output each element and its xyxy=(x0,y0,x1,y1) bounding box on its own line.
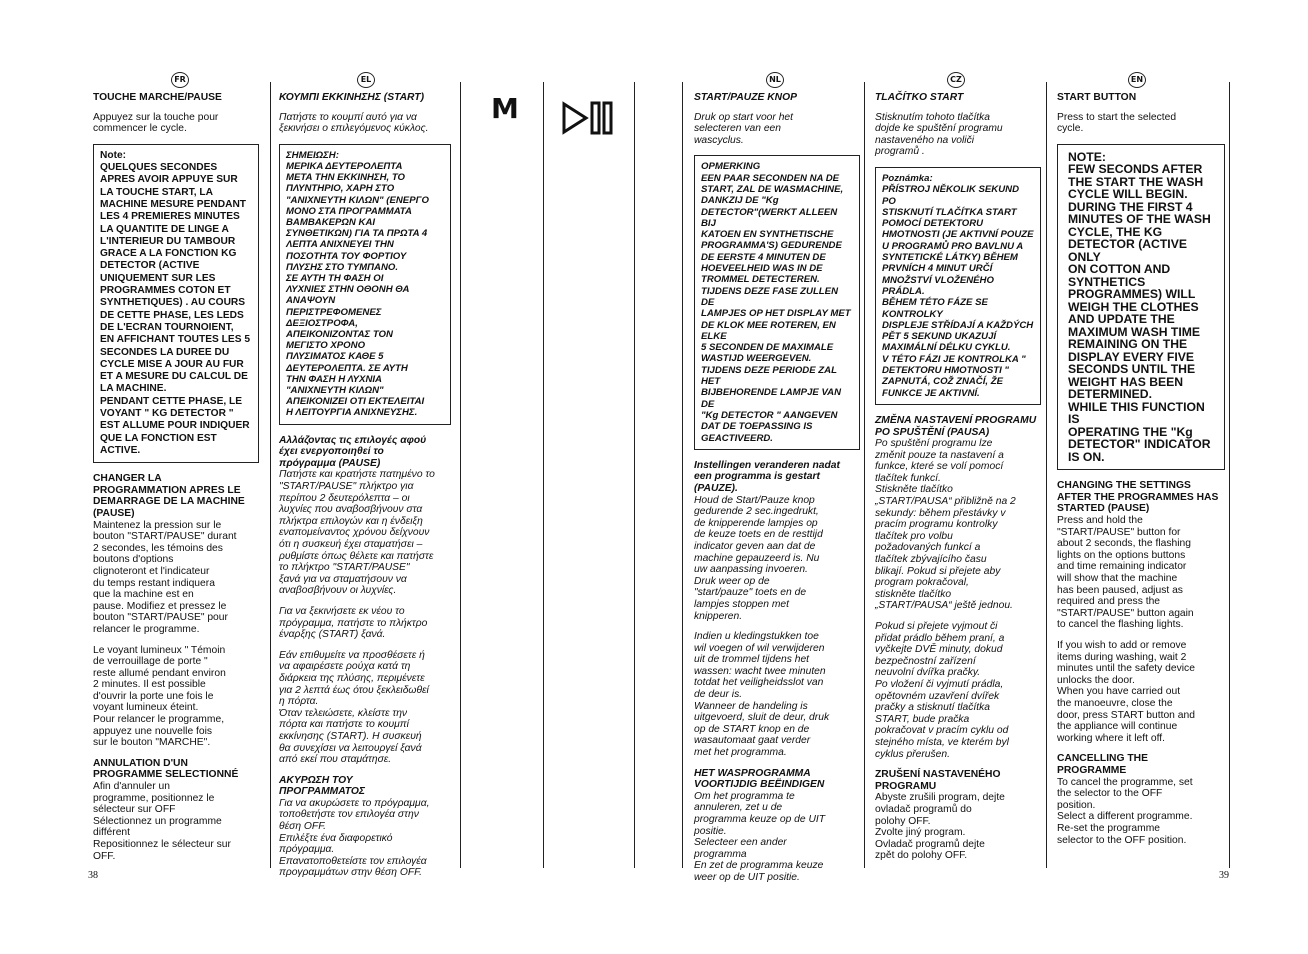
note-box: Note: QUELQUES SECONDES APRES AVOIR APPUYE SUR LA TOUCHE START, LA MACHINE MESURE PENDANT LES 4 PREMIERES MINUTES LA QUANTITE DE LINGE A L'INTERIEUR DU TAMBOUR GRACE A LA FONCTION KG DETECTOR (ACTIVE UNIQUEMENT SUR LES PROGRAMMES COTON ET SYNTHETIQUES) . AU COURS DE CETTE PHASE, LES LEDS DE L'ECRAN TOURNOIENT, EN AFFICHANT TOUTES LES 5 SECONDES LA DUREE DU CYCLE MISE A JOUR AU FUR ET A MESURE DU CALCUL DE LA MACHINE. PENDANT CETTE PHASE, LE VOYANT " KG DETECTOR " EST ALLUME POUR INDIQUER QUE LA FONCTION EST ACTIVE. xyxy=(93,144,259,463)
section-title: TOUCHE MARCHE/PAUSE xyxy=(93,92,222,103)
body-text: Maintenez la pression sur le bouton "START/PAUSE" durant 2 secondes, les témoins des boutons d'options clignoteront et l'indicateur du temps restant indiquera que la machine est en pause. Modifiez et pressez le bouton "START/PAUSE" pour relancer le programme. xyxy=(93,519,237,635)
intro-text: Appuyez sur la touche pour commencer le cycle. xyxy=(93,111,219,135)
body-text: Le voyant lumineux " Témoin de verrouillage de porte " reste allumé pendant environ 2 minutes. Il est possible d'ouvrir la porte une fois le voyant lumineux éteint. Pour relancer le programme, appuyez une nouvelle fois sur le bouton "MARCHE". xyxy=(93,644,226,749)
section-title: HET WASPROGRAMMA VOORTIJDIG BEËINDIGEN xyxy=(694,767,825,791)
page-number-left: 38 xyxy=(88,870,98,881)
intro-text: Stisknutím tohoto tlačítka dojde ke spuštění programu nastaveného na voliči programů . xyxy=(875,111,1003,158)
body-text: Abyste zrušili program, dejte ovladač programů do polohy OFF. Zvolte jiný program. Ovladač programů dejte zpět do polohy OFF. xyxy=(875,792,1005,862)
section-title: ANNULATION D'UN PROGRAMME SELECTIONNÉ xyxy=(93,757,239,781)
note-box: ΣΗΜΕΙΩΣΗ: ΜΕΡΙΚΑ ΔΕΥΤΕΡΟΛΕΠΤΑ ΜΕΤΑ ΤΗΝ ΕΚΚΙΝΗΣΗ, ΤΟ ΠΛΥΝΤΗΡΙΟ, ΧΑΡΗ ΣΤΟ "ΑΝΙΧΝΕΥΤΗ ΚΙΛΩΝ" (ΕΝΕΡΓΟ ΜΟΝΟ ΣΤΑ ΠΡΟΓΡΑΜΜΑΤΑ ΒΑΜΒΑΚΕΡΩΝ ΚΑΙ ΣΥΝΘΕΤΙΚΩΝ) ΓΙΑ ΤΑ ΠΡΩΤΑ 4 ΛΕΠΤΑ ΑΝΙΧΝΕΥΕΙ ΤΗΝ ΠΟΣΟΤΗΤΑ ΤΟΥ ΦΟΡΤΙΟΥ ΠΛΥΣΗΣ ΣΤΟ ΤΥΜΠΑΝΟ. ΣΕ ΑΥΤΗ ΤΗ ΦΑΣΗ ΟΙ ΛΥΧΝΙΕΣ ΣΤΗΝ ΟΘΟΝΗ ΘΑ ΑΝΑΨΟΥΝ ΠΕΡΙΣΤΡΕΦΟΜΕΝΕΣ ΔΕΞΙΟΣΤΡΟΦΑ, ΑΠΕΙΚΟΝΙΖΟΝΤΑΣ ΤΟΝ ΜΕΓΙΣΤΟ ΧΡΟΝΟ ΠΛΥΣΙΜΑΤΟΣ ΚΑΘΕ 5 ΔΕΥΤΕΡΟΛΕΠΤΑ. ΣΕ ΑΥΤΗ ΤΗΝ ΦΑΣΗ Η ΛΥΧΝΙΑ "ΑΝΙΧΝΕΥΤΗ ΚΙΛΩΝ" ΑΠΕΙΚΟΝΙΖΕΙ ΟΤΙ ΕΚΤΕΛΕΙΤΑΙ Η ΛΕΙΤΟΥΡΓΙΑ ΑΝΙΧΝΕΥΣΗΣ. xyxy=(279,144,451,425)
body-text: Press and hold the "START/PAUSE" button for about 2 seconds, the flashing lights on the options buttons and time remaining indicator will show that the machine has been paused, adjust as required and press the "START/PAUSE" button again to cancel the flashing lights. xyxy=(1057,515,1194,631)
column-en xyxy=(1057,92,1225,855)
column-el xyxy=(279,92,451,888)
language-badge-nl: NL xyxy=(766,72,784,88)
body-text: To cancel the programme, set the selector to the OFF position. Select a different programme. Re-set the programme selector to the OFF position. xyxy=(1057,776,1193,846)
start-pause-icon xyxy=(560,100,620,136)
section-title: START/PAUZE KNOP xyxy=(694,92,797,103)
divider xyxy=(1046,82,1047,868)
divider xyxy=(1229,82,1230,868)
program-symbol-letter: M xyxy=(491,92,519,125)
divider xyxy=(270,82,271,868)
column-cz xyxy=(875,92,1041,871)
body-text: Po spuštění programu lze změnit pouze ta nastavení a funkce, které se volí pomocí tlačítek funkcí. Stiskněte tlačítko „START/PAUSA“ přibližně na 2 sekundy: během přestávky v pracím programu kontrolky tlačítek pro volbu požadovaných funkcí a tlačítek zbývajícího času blikají. Pokud si přejete aby program pokračoval, stiskněte tlačítko „START/PAUSA“ ještě jednou. xyxy=(875,438,1016,612)
language-badge-en: EN xyxy=(1128,72,1146,88)
body-text: Πατήστε και κρατήστε πατημένο το "START/PAUSE" πλήκτρο για περίπου 2 δευτερόλεπτα – οι λυχνίες που αναβοσβήνουν στα πλήκτρα επιλογών και η ένδειξη εναπομείναντος χρόνου δείχνουν ότι η συσκευή έχει σταματήσει – ρυθμίστε όπως θέλετε και πατήστε το πλήκτρο "START/PAUSE" ξανά για να σταματήσουν να αναβοσβήνουν οι λυχνίες. xyxy=(279,469,435,597)
column-nl xyxy=(694,92,860,893)
intro-text: Druk op start voor het selecteren van een wascyclus. xyxy=(694,111,794,146)
section-title: ZRUŠENÍ NASTAVENÉHO PROGRAMU xyxy=(875,769,1001,792)
body-text: If you wish to add or remove items during washing, wait 2 minutes until the safety device unlocks the door. When you have carried out the manoeuvre, close the door, press START button and the appliance will continue working where it left off. xyxy=(1057,640,1195,744)
language-badge-fr: FR xyxy=(171,72,189,88)
body-text: Afin d'annuler un programme, positionnez le sélecteur sur OFF Sélectionnez un programme différent Repositionnez le sélecteur sur OFF. xyxy=(93,781,231,862)
body-text: Pokud si přejete vyjmout či přidat prádlo během praní, a vyčkejte DVĚ minuty, dokud bezpečnostní zařízení neuvolní dvířka pračky. Po vložení či vyjmutí prádla, opětovném uzavření dvířek pračky a stisknutí tlačítka START, bude pračka pokračovat v pracím cyklu od stejného místa, ve kterém byl cyklus přerušen. xyxy=(875,621,1009,760)
column-fr xyxy=(93,92,259,871)
section-title: Αλλάζοντας τις επιλογές αφού έχει ενεργοποιηθεί το πρόγραμμα (PAUSE) xyxy=(279,434,427,469)
section-title: ZMĚNA NASTAVENÍ PROGRAMU PO SPUŠTĚNÍ (PAUSA) xyxy=(875,414,1037,438)
section-title: CHANGING THE SETTINGS AFTER THE PROGRAMMES HAS STARTED (PAUSE) xyxy=(1057,480,1219,515)
intro-text: Press to start the selected cycle. xyxy=(1057,111,1177,135)
note-box: Poznámka: PŘÍSTROJ NĚKOLIK SEKUND PO STISKNUTÍ TLAČÍTKA START POMOCÍ DETEKTORU HMOTNOSTI (JE AKTIVNÍ POUZE U PROGRAMŮ PRO BAVLNU A SYNTETICKÉ LÁTKY) BĚHEM PRVNÍCH 4 MINUT URČÍ MNOŽSTVÍ VLOŽENÉHO PRÁDLA. BĚHEM TÉTO FÁZE SE KONTROLKY DISPLEJE STŘÍDAJÍ A KAŽDÝCH PĚT 5 SEKUND UKAZUJÍ MAXIMÁLNÍ DÉLKU CYKLU. V TÉTO FÁZI JE KONTROLKA " DETEKTORU HMOTNOSTI " ZAPNUTÁ, COŽ ZNAČÍ, ŽE FUNKCE JE AKTIVNÍ. xyxy=(875,167,1041,405)
section-title: CANCELLING THE PROGRAMME xyxy=(1057,753,1148,776)
note-box: NOTE: FEW SECONDS AFTER THE START THE WASH CYCLE WILL BEGIN. DURING THE FIRST 4 MINUTES OF THE WASH CYCLE, THE KG DETECTOR (ACTIVE ONLY ON COTTON AND SYNTHETICS PROGRAMMES) WILL WEIGH THE CLOTHES AND UPDATE THE MAXIMUM WASH TIME REMAINING ON THE DISPLAY EVERY FIVE SECONDS UNTIL THE WEIGHT HAS BEEN DETERMINED. WHILE THIS FUNCTION IS OPERATING THE "Kg DETECTOR" INDICATOR IS ON. xyxy=(1057,144,1225,471)
body-text: Για να ακυρώσετε το πρόγραμμα, τοποθετήστε τον επιλογέα στην θέση OFF. Επιλέξτε ένα διαφορετικό πρόγραμμα. Επανατοποθετείστε τον επιλογέα προγραμμάτων στην θέση OFF. xyxy=(279,797,430,879)
intro-text: Πατήστε το κουμπί αυτό για να ξεκινήσει ο επιλεγόμενος κύκλος. xyxy=(279,111,429,135)
note-box: OPMERKING EEN PAAR SECONDEN NA DE START, ZAL DE WASMACHINE, DANKZIJ DE "Kg DETECTOR"(WERKT ALLEEN BIJ KATOEN EN SYNTHETISCHE PROGRAMMA'S) GEDURENDE DE EERSTE 4 MINUTEN DE HOEVEELHEID WAS IN DE TROMMEL DETECTEREN. TIJDENS DEZE FASE ZULLEN DE LAMPJES OP HET DISPLAY MET DE KLOK MEE ROTEREN, EN ELKE 5 SECONDEN DE MAXIMALE WASTIJD WEERGEVEN. TIJDENS DEZE PERIODE ZAL HET BIJBEHORENDE LAMPJE VAN DE "Kg DETECTOR " AANGEVEN DAT DE TOEPASSING IS GEACTIVEERD. xyxy=(694,155,860,449)
section-title: START BUTTON xyxy=(1057,92,1137,103)
section-title: TLAČÍTKO START xyxy=(875,92,964,103)
section-title: ΚΟΥΜΠΙ ΕΚΚΙΝΗΣΗΣ (START) xyxy=(279,92,425,103)
section-title: ΑΚΥΡΩΣΗ ΤΟΥ ΠΡΟΓΡΑΜΜΑΤΟΣ xyxy=(279,774,365,798)
divider xyxy=(460,82,461,868)
language-badge-cz: CZ xyxy=(947,72,965,88)
divider xyxy=(634,82,635,868)
body-text: Για να ξεκινήσετε εκ νέου το πρόγραμμα, πατήστε το πλήκτρο έναρξης (START) ξανά. xyxy=(279,605,428,641)
divider xyxy=(864,82,865,868)
body-text: Houd de Start/Pauze knop gedurende 2 sec.ingedrukt, de knipperende lampjes op de keuze toets en de resttijd indicator geven aan dat de machine gepauzeerd is. Nu uw aanpassing invoeren. Druk weer op de "start/pauze" toets en de lampjes stoppen met knipperen. xyxy=(694,494,823,622)
body-text: Indien u kledingstukken toe wil voegen of wil verwijderen uit de trommel tijdens het wassen: wacht twee minuten totdat het veiligheidsslot van de deur is. Wanneer de handeling is uitgevoerd, sluit de deur, druk op de START knop en de wasautomaat gaat verder met het programma. xyxy=(694,631,830,759)
language-badge-el: EL xyxy=(357,72,375,88)
body-text: Om het programma te annuleren, zet u de programma keuze op de UIT positie. Selecteer een ander programma En zet de programma keuze weer op de UIT positie. xyxy=(694,790,826,883)
section-title: CHANGER LA PROGRAMMATION APRES LE DEMARRAGE DE LA MACHINE (PAUSE) xyxy=(93,473,245,519)
divider xyxy=(543,82,544,868)
divider xyxy=(682,82,683,868)
section-title: Instellingen veranderen nadat een programma is gestart (PAUZE). xyxy=(694,459,840,494)
page-number-right: 39 xyxy=(1219,870,1229,881)
body-text: Εάν επιθυμείτε να προσθέσετε ή να αφαιρέσετε ρούχα κατά τη διάρκεια της πλύσης, περιμένετε για 2 λεπτά έως ότου ξεκλειδωθεί η πόρτα. Όταν τελειώσετε, κλείστε την πόρτα και πατήστε το κουμπί εκκίνησης (START). Η συσκευή θα συνεχίσει να λειτουργεί ξανά από εκεί που σταμάτησε. xyxy=(279,649,429,766)
